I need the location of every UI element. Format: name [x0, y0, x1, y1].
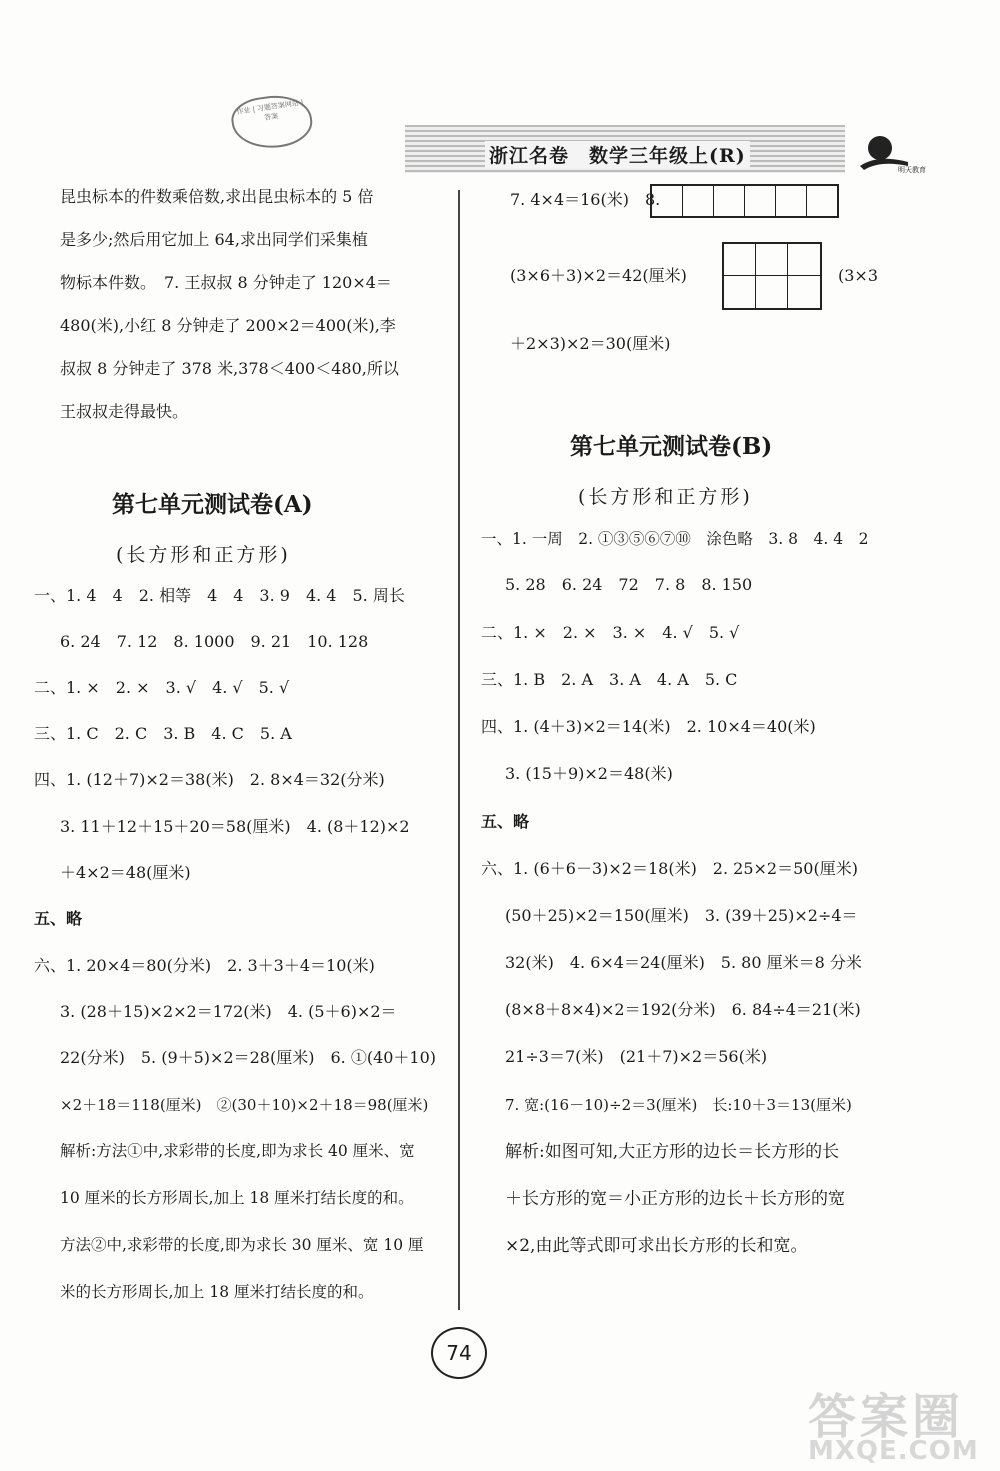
- answer-line: 五、略: [34, 909, 83, 928]
- answer-line: 32(米) 4. 6×4＝24(厘米) 5. 80 厘米＝8 分米: [505, 953, 862, 972]
- section-title-a: 第七单元测试卷(A): [112, 491, 313, 518]
- section-subtitle-b: (长方形和正方形): [578, 486, 753, 508]
- answer-line: 方法②中,求彩带的长度,即为求长 30 厘米、宽 10 厘: [60, 1236, 424, 1254]
- answer-line: 三、1. C 2. C 3. B 4. C 5. A: [34, 724, 292, 743]
- answer-line: 5. 28 6. 24 72 7. 8 8. 150: [505, 575, 753, 594]
- answer-line: 6. 24 7. 12 8. 1000 9. 21 10. 128: [60, 632, 369, 651]
- svg-text:明天教育: 明天教育: [898, 166, 926, 174]
- stamp-seal: 作业 | 习题答案网站 | 答案: [229, 91, 315, 154]
- answer-line: ＋4×2＝48(厘米): [60, 863, 191, 882]
- answer-line: 一、1. 4 4 2. 相等 4 4 3. 9 4. 4 5. 周长: [34, 586, 405, 605]
- answer-line: (8×8＋8×4)×2＝192(分米) 6. 84÷4＝21(米): [505, 1000, 861, 1019]
- banner-title: 浙江名卷 数学三年级上(R): [485, 141, 750, 168]
- answer-line: 解析:方法①中,求彩带的长度,即为求长 40 厘米、宽: [60, 1142, 415, 1160]
- answer-line: ×2,由此等式即可求出长方形的长和宽。: [505, 1236, 808, 1256]
- watermark-logo: 答案圈: [808, 1389, 965, 1445]
- answer-line: 7. 宽:(16－10)÷2＝3(厘米) 长:10＋3＝13(厘米): [505, 1096, 852, 1114]
- answer-line: 六、1. 20×4＝80(分米) 2. 3＋3＋4＝10(米): [34, 956, 375, 975]
- text-line: 王叔叔走得最快。: [60, 402, 189, 421]
- answer-line: 解析:如图可知,大正方形的边长＝长方形的长: [505, 1142, 840, 1162]
- answer-line: 3. (28＋15)×2×2＝172(米) 4. (5＋6)×2＝: [60, 1002, 397, 1021]
- text-line: 是多少;然后用它加上 64,求出同学们采集植: [60, 230, 368, 249]
- answer-line: (3×3: [838, 266, 879, 285]
- page-number: 74: [431, 1327, 487, 1379]
- text-line: 480(米),小红 8 分钟走了 200×2＝400(米),李: [60, 316, 396, 335]
- answer-line: ×2＋18＝118(厘米) ②(30＋10)×2＋18＝98(厘米): [60, 1096, 429, 1114]
- answer-line: 四、1. (4＋3)×2＝14(米) 2. 10×4＝40(米): [481, 717, 816, 736]
- answer-line: (50＋25)×2＝150(厘米) 3. (39＋25)×2÷4＝: [505, 906, 858, 925]
- grid-figure-2: [722, 242, 822, 310]
- answer-line: 21÷3＝7(米) (21＋7)×2＝56(米): [505, 1047, 768, 1066]
- answer-line: 二、1. × 2. × 3. × 4. √ 5. √: [481, 623, 740, 642]
- answer-line: 三、1. B 2. A 3. A 4. A 5. C: [481, 670, 738, 689]
- text-line: 叔叔 8 分钟走了 378 米,378＜400＜480,所以: [60, 359, 399, 378]
- answer-line: 一、1. 一周 2. ①③⑤⑥⑦⑩ 涂色略 3. 8 4. 4 2: [481, 530, 869, 548]
- answer-line: ＋2×3)×2＝30(厘米): [510, 334, 671, 353]
- publisher-logo: [858, 132, 926, 176]
- answer-line: 7. 4×4＝16(米) 8.: [510, 190, 661, 209]
- watermark-url: MXQE.COM: [808, 1436, 979, 1466]
- answer-line: 米的长方形周长,加上 18 厘米打结长度的和。: [60, 1283, 374, 1301]
- section-title-b: 第七单元测试卷(B): [570, 433, 773, 460]
- answer-line: 3. (15＋9)×2＝48(米): [505, 764, 673, 783]
- answer-line: 3. 11＋12＋15＋20＝58(厘米) 4. (8＋12)×2: [60, 817, 410, 836]
- section-subtitle-a: (长方形和正方形): [116, 544, 291, 566]
- answer-line: 10 厘米的长方形周长,加上 18 厘米打结长度的和。: [60, 1189, 414, 1207]
- text-line: 物标本件数。 7. 王叔叔 8 分钟走了 120×4＝: [60, 273, 392, 292]
- header-banner: [405, 125, 875, 173]
- answer-line: ＋长方形的宽＝小正方形的边长＋长方形的宽: [505, 1189, 845, 1209]
- answer-line: 22(分米) 5. (9＋5)×2＝28(厘米) 6. ①(40＋10): [60, 1048, 437, 1067]
- answer-line: (3×6＋3)×2＝42(厘米): [510, 266, 687, 285]
- text-line: 昆虫标本的件数乘倍数,求出昆虫标本的 5 倍: [60, 187, 374, 206]
- answer-line: 六、1. (6＋6－3)×2＝18(米) 2. 25×2＝50(厘米): [481, 859, 858, 878]
- grid-figure-1: [650, 184, 839, 218]
- column-divider: [458, 190, 460, 1310]
- answer-line: 四、1. (12＋7)×2＝38(米) 2. 8×4＝32(分米): [34, 770, 385, 789]
- answer-line: 五、略: [481, 812, 530, 831]
- answer-line: 二、1. × 2. × 3. √ 4. √ 5. √: [34, 678, 290, 697]
